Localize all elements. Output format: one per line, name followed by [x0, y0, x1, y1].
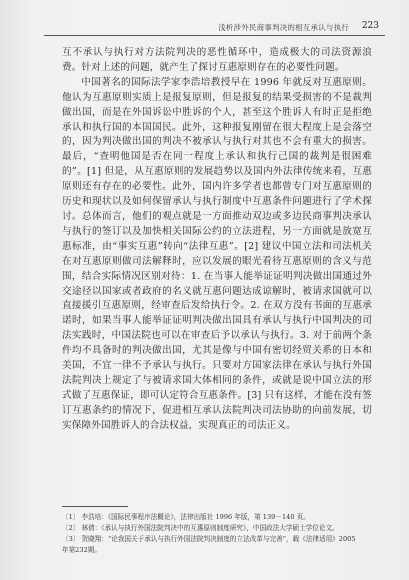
paragraph-main: 中国著名的国际法学家李浩培教授早在 1996 年就反对互惠原则。他认为互惠原则实质上是报复原则，但是报复的结果受损害的不是裁判做出国，而是在外国诉讼中胜诉的个人，甚至这个胜诉人有时正是拒绝承认和执行国的本国国民。此外，这种报复刚留在很大程度上是会落空的，因为判决做出国的判决不被承认与执行对其也不会有重大的损害。最后，“查明他国是否在同一程度上承认和执行己国的裁判是很困难的”。[1] 但是，从互惠原则的发展趋势以及国内外法律传统来看，互惠原则还有存在的必要性。此外，国内许多学者也都曾专门对互惠原则的历史和现状以及如何保留承认与执行制度中互惠条件问题进行了学术探讨。总体而言，他们的观点就是一方面推动双边或多边民商事判决承认与执行的签订以及加快相关国际公约的立法进程，另一方面就是放宽互惠标准，由“事实互惠”转向“法律互惠”。[2] 建议中国立法和司法机关在对互惠原则做司法解释时，应以发展的眼光看待互惠原则的含义与范围，结合实际情况区别对待：1. 在当事人能举证证明判决做出国通过外交途径以国家或者政府的名义就互惠问题达成谅解时，被请求国就可以直接援引互惠原则，经审查后发给执行令。2. 在双方没有书面的互惠承诺时，如果当事人能举证证明判决做出国具有承认与执行中国判决的司法实践时，中国法院也可以在审查后予以承认与执行。3. 对于前两个条件均不具备时的判决做出国，尤其是像与中国有密切经贸关系的日本和美国，不宜一律不予承认与执行。只要对方国家法律在承认与执行外国法院判决上规定了与被请求国大体相同的条件，或就是说中国立法的形式做了互惠保证，即可认定符合互惠条件。[3] 只有这样，才能在没有签订互惠条约的情况下，促进相互承认法院判决司法协助的向前发展，切实保障外国胜诉人的合法权益，实现真正的司法正义。: [62, 76, 372, 431]
footnotes: [62, 512, 362, 556]
page-number: 223: [361, 21, 379, 31]
footnote-3: 〔3〕 贺晓翔：“论我国关于承认与执行外国法院判决制度的立法改革与完善”，载《法律适用》2005 年第232期。: [62, 535, 356, 554]
footnote-1: 〔1〕 李浩培：《国际民事程序法概论》，法律出版社 1996 年版，第 139－140 页。: [62, 513, 310, 521]
body-text: [62, 46, 372, 434]
header-rule: [44, 35, 385, 36]
paragraph-continuation: 互不承认与执行对方法院判决的恶性循环中，造成极大的司法资源浪费。针对上述的问题，就产生了探讨互惠原则存在的必要性问题。: [62, 47, 372, 73]
page-header: [44, 22, 391, 36]
footnote-2: 〔2〕 林倩：《承认与执行外国法院判决中的互惠原则制度研究》，中国政法大学硕士学位论文。: [62, 524, 339, 532]
running-title: 浅析涉外民商事判决的相互承认与执行: [218, 23, 349, 32]
footnote-rule: [62, 506, 128, 507]
